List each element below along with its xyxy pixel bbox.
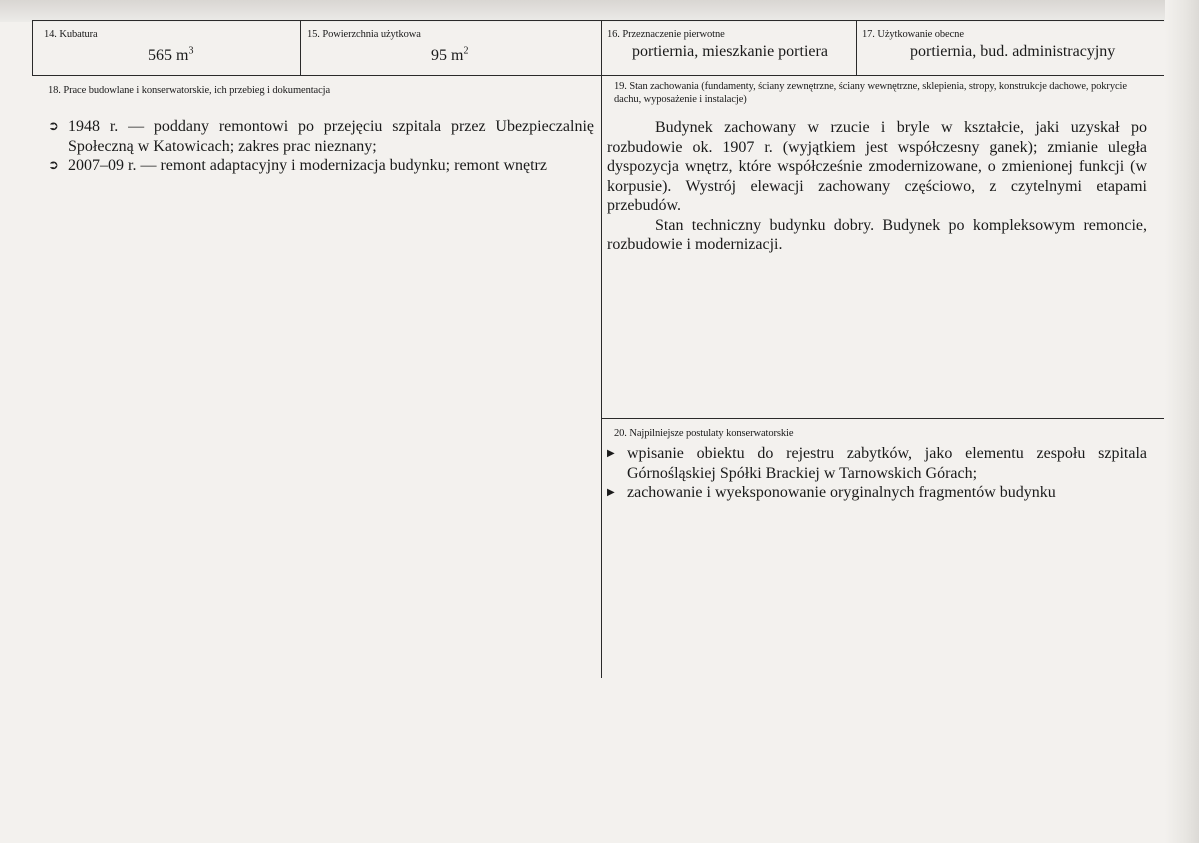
rule-col-14-15 — [300, 20, 301, 76]
field-14-exponent: 3 — [188, 45, 194, 57]
list-item — [48, 117, 594, 156]
field-20-label: 20. Najpilniejsze postulaty konserwatorskie — [614, 428, 794, 439]
condition-paragraph-1: Budynek zachowany w rzucie i bryle w kształcie, jaki uzyskał po rozbudowie ok. 1907 r. (wyjątkiem jest współczesny ganek); zmianie uległa dyspozycja wnętrz, które współcześnie zmodernizowane, o zmienionej funkcji (w korpusie). Wystrój elewacji zachowany częściowo, z czytelnymi etapami przebudów. — [607, 119, 1147, 214]
list-item — [48, 156, 594, 176]
arrow-bullet-icon: ➲ — [48, 119, 59, 134]
postulate-2: zachowanie i wyeksponowanie oryginalnych fragmentów budynku — [627, 484, 1056, 501]
field-19-label: 19. Stan zachowania (fundamenty, ściany zewnętrzne, ściany wewnętrzne, sklepienia, stropy, konstrukcje dachowe, pokrycie dachu, wyposażenie i instalacje) — [614, 81, 1127, 105]
rule-row1-bottom — [32, 75, 1164, 76]
field-14-value — [148, 47, 193, 65]
field-17-value: portiernia, bud. administracyjny — [910, 43, 1116, 60]
list-item — [607, 444, 1147, 483]
work-entry-1948: 1948 r. — poddany remontowi po przejęciu szpitala przez Ubezpieczalnię Społeczną w Katowicach; zakres prac nieznany; — [68, 118, 594, 155]
field-14-label: 14. Kubatura — [44, 29, 98, 40]
rule-top — [32, 20, 1164, 21]
list-item — [607, 483, 1147, 503]
postulate-1: wpisanie obiektu do rejestru zabytków, jako elementu zespołu szpitala Górnośląskiej Spółki Brackiej w Tarnowskich Górach; — [627, 445, 1147, 482]
field-15-label: 15. Powierzchnia użytkowa — [307, 29, 421, 40]
rule-col-mid — [601, 20, 602, 678]
field-16-value: portiernia, mieszkanie portiera — [632, 43, 828, 60]
rule-col-16-17 — [856, 20, 857, 76]
field-18-content — [48, 117, 594, 176]
arrow-bullet-icon: ➲ — [48, 158, 59, 173]
work-entry-2007: 2007–09 r. — remont adaptacyjny i modernizacja budynku; remont wnętrz — [68, 157, 547, 174]
condition-paragraph-2: Stan techniczny budynku dobry. Budynek po kompleksowym remoncie, rozbudowie i modernizacji. — [607, 216, 1147, 253]
field-19-content — [607, 118, 1147, 255]
field-15-value — [431, 47, 468, 65]
field-20-content — [607, 444, 1147, 503]
triangle-bullet-icon: ▶ — [607, 487, 615, 498]
rule-row-19-20 — [601, 418, 1164, 419]
field-16-label: 16. Przeznaczenie pierwotne — [607, 29, 725, 40]
rule-col-left — [32, 20, 33, 76]
field-18-label: 18. Prace budowlane i konserwatorskie, ich przebieg i dokumentacja — [48, 85, 331, 96]
triangle-bullet-icon: ▶ — [607, 448, 615, 459]
field-14-number: 565 m — [148, 47, 189, 64]
field-17-label: 17. Użytkowanie obecne — [862, 29, 964, 40]
field-15-exponent: 2 — [463, 45, 469, 57]
field-15-number: 95 m — [431, 47, 464, 64]
